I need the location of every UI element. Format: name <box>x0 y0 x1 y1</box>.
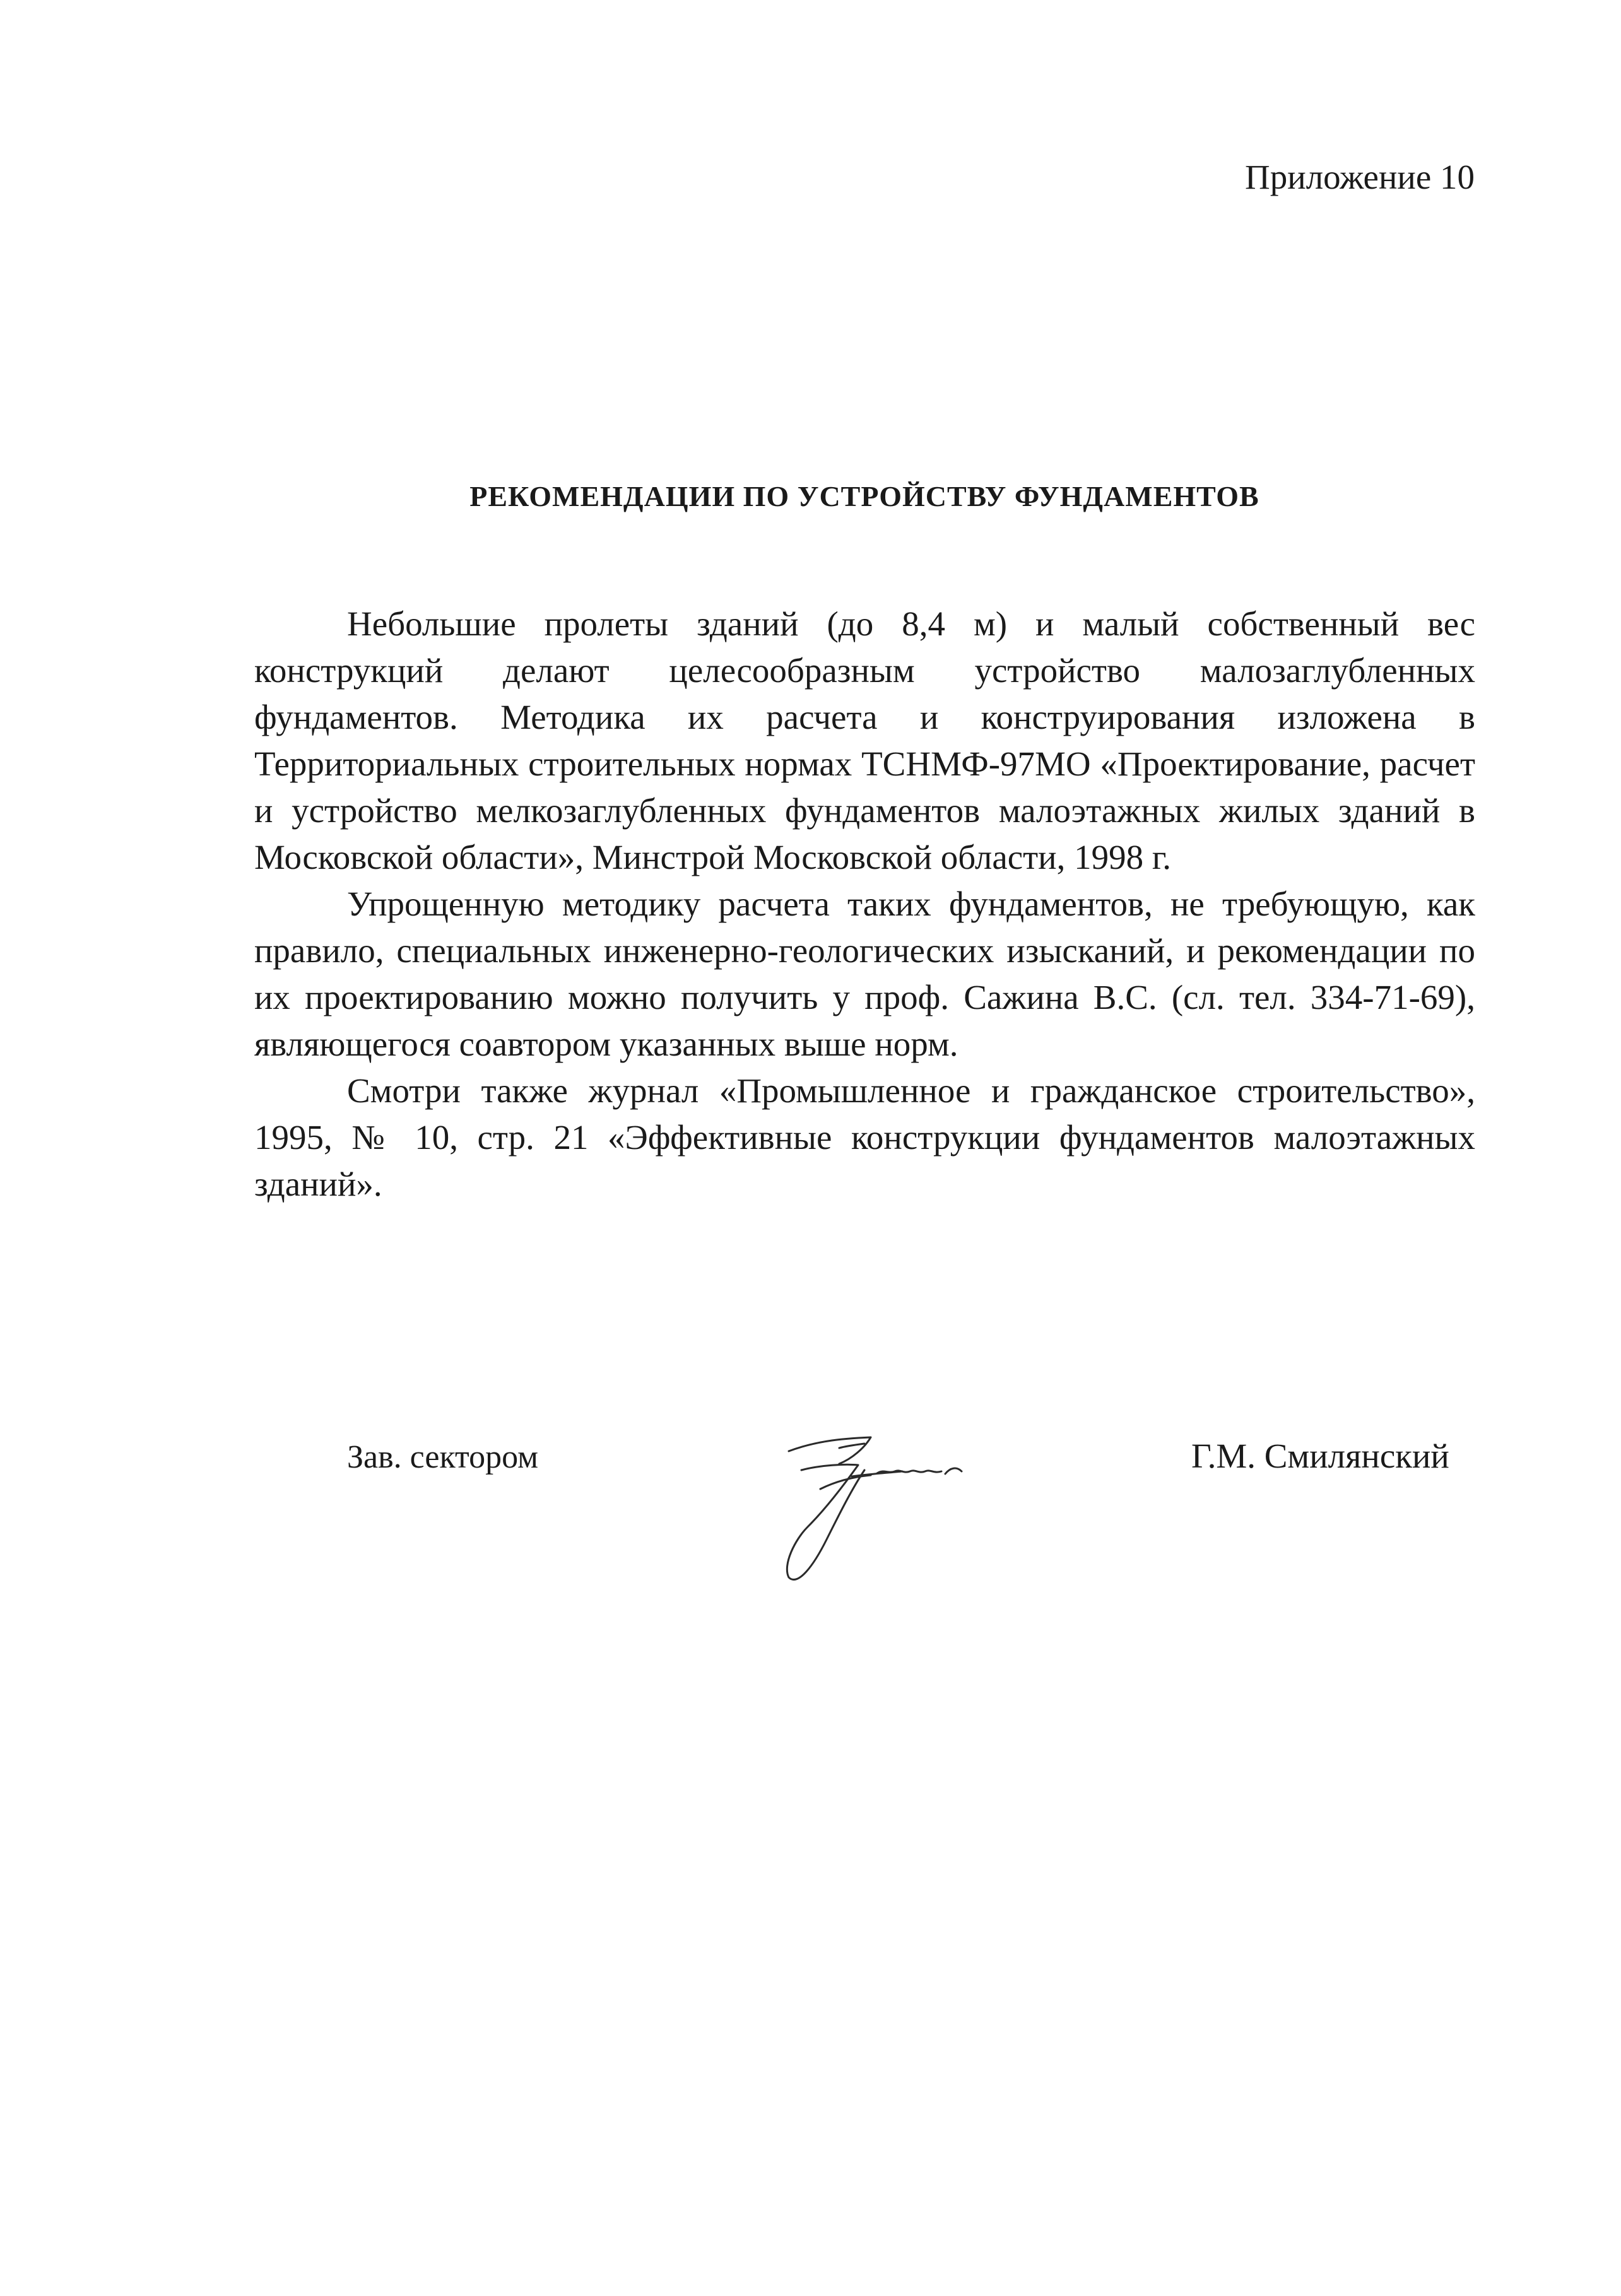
document-title: РЕКОМЕНДАЦИИ ПО УСТРОЙСТВУ ФУНДАМЕНТОВ <box>469 480 1259 512</box>
signature-block <box>0 1413 1621 1603</box>
document-body <box>254 601 1475 1208</box>
appendix-label: Приложение 10 <box>1245 158 1475 196</box>
paragraph-simplified-method: Упрощенную методику расчета таких фундаментов, не требующую, как правило, специальных инженерно-геологических изысканий, и рекомендации по их проектированию можно получить у проф. Сажина В.С. (сл. тел. 334-71-69), являющегося соавтором указанных выше норм. <box>254 885 1475 1063</box>
paragraph-foundations-intro: Небольшие пролеты зданий (до 8,4 м) и малый собственный вес конструкций делают целесообразным устройство малозаглубленных фундаментов. Методика их расчета и конструирования изложена в Территориальных строительных нормах ТСНМФ-97МО «Проектирование, расчет и устройство мелкозаглубленных фундаментов малоэтажных жилых зданий в Московской области», Минстрой Московской области, 1998 г. <box>254 604 1475 876</box>
handwritten-signature-icon <box>745 1413 1073 1590</box>
signatory-name: Г.М. Смилянский <box>1191 1437 1449 1475</box>
paragraph-journal-reference: Смотри также журнал «Промышленное и гражданское строительство», 1995, № 10, стр. 21 «Эффективные конструкции фундаментов малоэтажных зданий». <box>254 1071 1475 1203</box>
signatory-role: Зав. сектором <box>347 1439 539 1475</box>
